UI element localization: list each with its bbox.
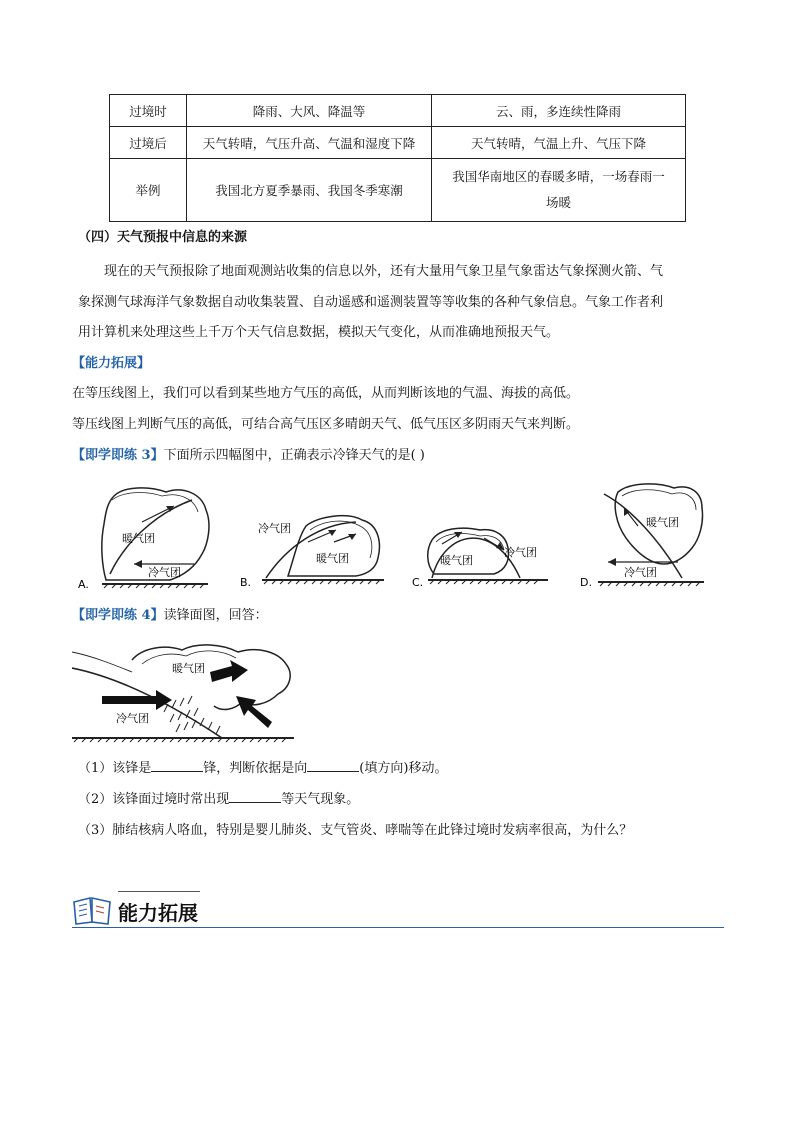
question-2 <box>78 790 359 810</box>
warm-cell-line: 我国华南地区的春暖多晴，一场春雨一 <box>452 169 665 184</box>
option-letter: D. <box>580 576 592 589</box>
warm-cell-line: 场暖 <box>545 195 571 210</box>
cold-air-label: 冷气团 <box>116 712 149 725</box>
question-text: （1）该锋是 <box>78 761 152 776</box>
table-row <box>110 127 686 159</box>
answer-blank[interactable] <box>151 759 203 772</box>
ability-title: 【能力拓展】 <box>72 356 151 371</box>
cold-front-cell: 天气转晴，气压升高、气温和湿度下降 <box>187 127 432 159</box>
question-text: 锋，判断依据是向 <box>203 761 308 776</box>
section-header-rule <box>72 927 724 928</box>
section-header-title: 能力拓展 <box>118 901 198 925</box>
ability-line: 等压线图上判断气压的高低，可结合高气压区多晴朗天气、低气压区多阴雨天气来判断。 <box>72 417 580 432</box>
exercise-4-question <box>72 606 268 626</box>
question-text: (填方向)移动。 <box>359 761 448 776</box>
paragraph-line: 象探测气球海洋气象数据自动收集装置、自动遥感和遥测装置等等收集的各种气象信息。气象工作者利 <box>78 295 664 310</box>
exercise-3-question <box>72 446 425 466</box>
section-title: （四）天气预报中信息的来源 <box>78 230 248 245</box>
question-1 <box>78 759 447 779</box>
answer-blank[interactable] <box>307 759 359 772</box>
option-a-diagram <box>74 484 214 594</box>
option-d-diagram <box>578 478 708 592</box>
cold-air-label: 冷气团 <box>148 566 181 579</box>
option-c-diagram <box>410 510 552 592</box>
row-head: 过境后 <box>110 127 187 159</box>
warm-air-label: 暖气团 <box>316 552 349 565</box>
answer-blank[interactable] <box>229 790 281 803</box>
front-comparison-table <box>109 94 686 222</box>
warm-air-label: 暖气团 <box>172 662 205 675</box>
paragraph-line: 现在的天气预报除了地面观测站收集的信息以外，还有大量用气象卫星气象雷达气象探测火箭、气 <box>104 264 664 279</box>
front-diagram <box>72 638 298 744</box>
cold-front-cell: 降雨、大风、降温等 <box>187 95 432 127</box>
question-3: （3）肺结核病人咯血，特别是婴儿肺炎、支气管炎、哮喘等在此锋过境时发病率很高，为什么？ <box>78 823 633 838</box>
table-row <box>110 95 686 127</box>
option-b-diagram <box>238 502 388 592</box>
exercise-tag: 【即学即练 4】 <box>72 608 164 623</box>
exercise-tag: 【即学即练 3】 <box>72 448 164 463</box>
warm-front-cell <box>432 159 686 222</box>
ability-line: 在等压线图上，我们可以看到某些地方气压的高低，从而判断该地的气温、海拔的高低。 <box>72 386 580 401</box>
warm-air-label: 暖气团 <box>122 532 155 545</box>
header-decor-line <box>118 891 200 892</box>
warm-front-cell: 天气转晴，气温上升、气压下降 <box>432 127 686 159</box>
cold-air-label: 冷气团 <box>624 566 657 579</box>
cold-front-cell: 我国北方夏季暴雨、我国冬季寒潮 <box>187 159 432 222</box>
option-letter: C. <box>412 576 424 589</box>
cold-air-label: 冷气团 <box>258 522 291 535</box>
warm-front-cell: 云、雨，多连续性降雨 <box>432 95 686 127</box>
table-row <box>110 159 686 222</box>
question-text: 等天气现象。 <box>281 792 360 807</box>
row-head: 过境时 <box>110 95 187 127</box>
warm-air-label: 暖气团 <box>646 516 679 529</box>
option-letter: A. <box>78 578 89 591</box>
exercise-text: 下面所示四幅图中，正确表示冷锋天气的是( ) <box>163 448 425 463</box>
exercise-text: 读锋面图，回答： <box>163 608 268 623</box>
cold-air-label: 冷气团 <box>504 546 537 559</box>
paragraph-line: 用计算机来处理这些上千万个天气信息数据，模拟天气变化，从而准确地预报天气。 <box>78 325 560 340</box>
book-icon <box>72 894 112 926</box>
option-letter: B. <box>240 576 252 589</box>
question-text: （2）该锋面过境时常出现 <box>78 792 230 807</box>
row-head: 举例 <box>110 159 187 222</box>
warm-air-label: 暖气团 <box>440 554 473 567</box>
